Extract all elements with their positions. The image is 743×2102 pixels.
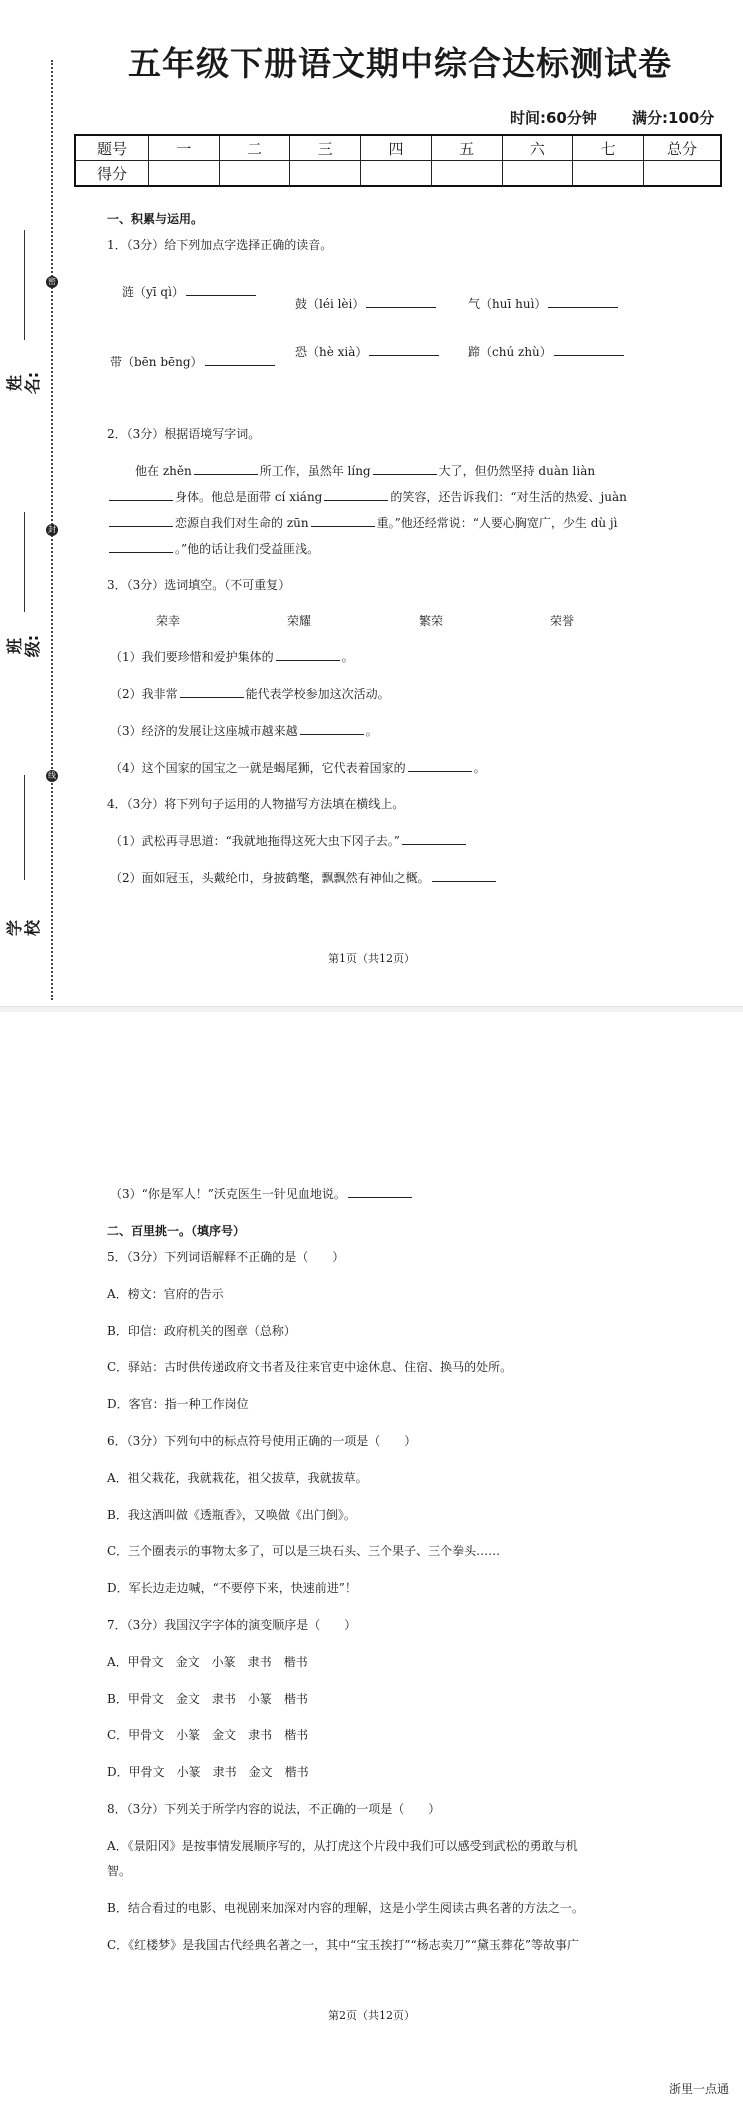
question-3: 3．（3分）选词填空。（不可重复）	[107, 578, 291, 592]
answer-blank[interactable]	[408, 760, 472, 772]
q6-option[interactable]: B．我这酒叫做《透瓶香》，又唤做《出门倒》。	[107, 1508, 356, 1522]
q2-line-2: 身体。他总是面带 cí xiáng 的笑容，还告诉我们：“对生活的热爱、juàn	[107, 488, 627, 505]
score-cell: 七	[573, 135, 644, 161]
section-1-heading: 一、积累与运用。	[107, 212, 204, 226]
answer-blank[interactable]	[276, 649, 340, 661]
q2-line-3: 恋源自我们对生命的 zūn 重。”他还经常说：“人要心胸宽广，少生 dù jì	[107, 514, 617, 531]
answer-blank[interactable]	[300, 723, 364, 735]
question-8: 8．（3分）下列关于所学内容的说法，不正确的一项是（ ）	[107, 1802, 441, 1816]
exam-title: 五年级下册语文期中综合达标测试卷	[128, 44, 672, 83]
class-underline	[24, 512, 25, 612]
score-input-cell[interactable]	[219, 161, 290, 187]
score-cell: 五	[431, 135, 502, 161]
score-input-cell[interactable]	[290, 161, 361, 187]
q4-sentence-3: （3）“你是军人！”沃克医生一针见血地说。	[110, 1185, 414, 1202]
seal-dot-xian: 线	[48, 771, 56, 780]
answer-blank[interactable]	[109, 489, 173, 501]
q8-option-b[interactable]: B．结合看过的电影、电视剧来加深对内容的理解，这是小学生阅读古典名著的方法之一。	[107, 1901, 584, 1915]
score-input-cell[interactable]	[502, 161, 573, 187]
q4-sentence-1: （1）武松再寻思道：“我就地拖得这死大虫下冈子去。”	[110, 832, 468, 849]
score-cell: 六	[502, 135, 573, 161]
section-2-heading: 二、百里挑一。（填序号）	[107, 1224, 246, 1238]
q6-option[interactable]: D．军长边走边喊，“不要停下来，快速前进”！	[107, 1581, 357, 1595]
q3-word: 荣耀	[287, 614, 312, 628]
question-2: 2．（3分）根据语境写字词。	[107, 427, 261, 441]
answer-blank[interactable]	[186, 284, 256, 296]
seal-dot-mi: 密	[48, 277, 56, 286]
question-6: 6．（3分）下列句中的标点符号使用正确的一项是（ ）	[107, 1434, 417, 1448]
q3-word: 荣誉	[550, 614, 575, 628]
score-input-cell[interactable]	[644, 161, 722, 187]
time-limit: 时间:60分钟	[510, 109, 597, 127]
exam-page-2	[0, 1012, 743, 2072]
answer-blank[interactable]	[180, 686, 244, 698]
q6-option[interactable]: A．祖父栽花，我就栽花，祖父拔草，我就拔草。	[107, 1471, 368, 1485]
answer-blank[interactable]	[205, 354, 275, 366]
q2-line-1: 他在 zhěn 所工作，虽然年 líng 大了，但仍然坚持 duàn liàn	[135, 464, 596, 478]
score-cell: 四	[361, 135, 432, 161]
score-table-header-row	[75, 135, 721, 161]
q1-item: 带（bēn bēng）	[110, 353, 277, 370]
score-input-cell[interactable]	[361, 161, 432, 187]
answer-blank[interactable]	[366, 296, 436, 308]
answer-blank[interactable]	[311, 515, 375, 527]
answer-blank[interactable]	[324, 489, 388, 501]
q8-option-a[interactable]: A．《景阳冈》是按事情发展顺序写的，从打虎这个片段中我们可以感受到武松的勇敢与机	[107, 1839, 578, 1853]
q1-item: 鼓（léi lèi）	[295, 295, 438, 312]
answer-blank[interactable]	[548, 296, 618, 308]
q3-word: 荣幸	[156, 614, 181, 628]
q3-sentence-1: （1）我们要珍惜和爱护集体的 。	[110, 650, 354, 664]
answer-blank[interactable]	[194, 463, 258, 475]
q7-option[interactable]: B．甲骨文 金文 隶书 小篆 楷书	[107, 1692, 308, 1706]
name-label: 姓名:	[5, 371, 42, 395]
score-cell: 总分	[644, 135, 722, 161]
q3-sentence-2: （2）我非常 能代表学校参加这次活动。	[110, 687, 390, 701]
score-input-cell[interactable]	[149, 161, 220, 187]
name-underline	[24, 230, 25, 340]
class-label: 班级:	[5, 634, 42, 658]
answer-blank[interactable]	[369, 344, 439, 356]
answer-blank[interactable]	[373, 463, 437, 475]
score-row-label: 得分	[75, 161, 149, 187]
q3-sentence-3: （3）经济的发展让这座城市越来越 。	[110, 724, 378, 738]
q3-word: 繁荣	[419, 614, 444, 628]
score-table	[74, 134, 722, 187]
score-cell: 三	[290, 135, 361, 161]
q7-option[interactable]: D．甲骨文 小篆 隶书 金文 楷书	[107, 1765, 309, 1779]
seal-dot-feng: 封	[48, 525, 56, 534]
score-table-score-row	[75, 161, 721, 187]
full-score: 满分:100分	[632, 109, 715, 127]
q2-line-4: 。”他的话让我们受益匪浅。	[107, 540, 319, 557]
score-input-cell[interactable]	[431, 161, 502, 187]
q5-option[interactable]: D．客官：指一种工作岗位	[107, 1397, 249, 1411]
page-footer-2: 第2页（共12页）	[328, 2009, 415, 2022]
q8-option-c[interactable]: C．《红楼梦》是我国古代经典名著之一，其中“宝玉挨打”“杨志卖刀”“黛玉葬花”等故事广	[107, 1938, 579, 1952]
q7-option[interactable]: C．甲骨文 小篆 金文 隶书 楷书	[107, 1728, 309, 1742]
brand-watermark: 浙里一点通	[668, 2082, 729, 2096]
q5-option[interactable]: B．印信：政府机关的图章（总称）	[107, 1324, 296, 1338]
q8-option-a-cont: 智。	[107, 1864, 132, 1878]
question-4: 4．（3分）将下列句子运用的人物描写方法填在横线上。	[107, 797, 405, 811]
score-cell: 一	[149, 135, 220, 161]
question-7: 7．（3分）我国汉字字体的演变顺序是（ ）	[107, 1618, 357, 1632]
answer-blank[interactable]	[109, 515, 173, 527]
q3-sentence-4: （4）这个国家的国宝之一就是蝎尾狮，它代表着国家的 。	[110, 761, 486, 775]
page-footer-1: 第1页（共12页）	[328, 952, 415, 965]
q5-option[interactable]: A．榜文：官府的告示	[107, 1287, 224, 1301]
q1-item: 涟（yī qì）	[122, 283, 258, 300]
q4-sentence-2: （2）面如冠玉，头戴纶巾，身披鹤氅，飘飘然有神仙之概。	[110, 869, 498, 886]
school-label: 学校	[5, 920, 42, 937]
q1-item: 恐（hè xià）	[295, 343, 441, 360]
exam-page-1	[0, 0, 743, 1008]
score-cell: 二	[219, 135, 290, 161]
answer-blank[interactable]	[109, 541, 173, 553]
q6-option[interactable]: C．三个圈表示的事物太多了，可以是三块石头、三个果子、三个拳头……	[107, 1544, 501, 1558]
q5-option[interactable]: C．驿站：古时供传递政府文书者及往来官吏中途休息、住宿、换马的处所。	[107, 1360, 513, 1374]
answer-blank[interactable]	[348, 1186, 412, 1198]
q1-item: 气（huī huì）	[468, 295, 620, 312]
score-cell: 题号	[75, 135, 149, 161]
answer-blank[interactable]	[402, 833, 466, 845]
question-1: 1．（3分）给下列加点字选择正确的读音。	[107, 238, 333, 252]
answer-blank[interactable]	[432, 870, 496, 882]
answer-blank[interactable]	[554, 344, 624, 356]
q1-item: 蹄（chú zhù）	[468, 343, 626, 360]
score-input-cell[interactable]	[573, 161, 644, 187]
q7-option[interactable]: A．甲骨文 金文 小篆 隶书 楷书	[107, 1655, 308, 1669]
question-5: 5．（3分）下列词语解释不正确的是（ ）	[107, 1250, 345, 1264]
school-underline	[24, 775, 25, 880]
